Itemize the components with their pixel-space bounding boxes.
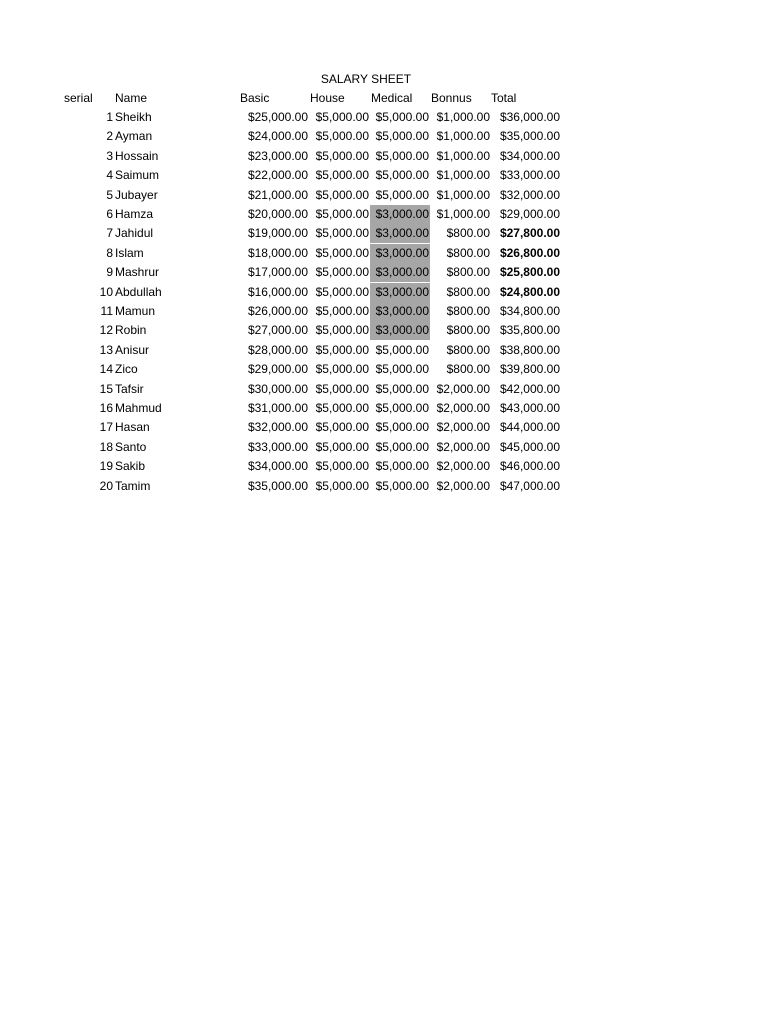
cell-basic: $30,000.00	[247, 381, 308, 396]
cell-medical: $3,000.00	[370, 302, 430, 321]
header-serial: serial	[64, 91, 93, 105]
cell-total: $32,000.00	[499, 187, 560, 202]
cell-serial: 20	[99, 478, 113, 493]
header-medical: Medical	[371, 91, 413, 105]
cell-total: $45,000.00	[499, 439, 560, 454]
cell-basic: $20,000.00	[247, 207, 308, 221]
cell-bonus: $800.00	[446, 265, 490, 280]
cell-name: Mashrur	[115, 265, 160, 280]
cell-serial: 3	[106, 148, 113, 163]
cell-basic: $17,000.00	[247, 265, 308, 280]
cell-medical: $3,000.00	[370, 244, 430, 263]
cell-serial: 9	[106, 265, 113, 280]
cell-name: Saimum	[115, 168, 160, 183]
cell-basic: $24,000.00	[247, 129, 308, 144]
cell-bonus: $800.00	[446, 284, 490, 299]
cell-house: $5,000.00	[315, 284, 369, 299]
cell-medical: $5,000.00	[375, 129, 429, 144]
cell-name: Jubayer	[115, 187, 158, 202]
cell-total: $35,800.00	[499, 323, 560, 338]
cell-house: $5,000.00	[315, 207, 369, 221]
cell-bonus: $800.00	[446, 245, 490, 260]
cell-serial: 4	[106, 168, 113, 183]
cell-name: Sheikh	[115, 110, 152, 124]
cell-medical: $3,000.00	[370, 263, 430, 282]
cell-total: $34,800.00	[499, 304, 560, 318]
cell-total: $44,000.00	[499, 420, 560, 435]
cell-total: $43,000.00	[499, 401, 560, 415]
header-basic: Basic	[240, 91, 270, 105]
cell-medical: $5,000.00	[375, 187, 429, 202]
cell-name: Anisur	[115, 342, 150, 357]
cell-total: $35,000.00	[499, 129, 560, 144]
cell-total: $24,800.00	[499, 284, 560, 299]
cell-total: $38,800.00	[499, 342, 560, 357]
cell-name: Ayman	[115, 129, 153, 144]
cell-house: $5,000.00	[315, 478, 369, 493]
cell-bonus: $2,000.00	[436, 420, 490, 435]
cell-serial: 11	[100, 304, 113, 318]
cell-medical: $3,000.00	[370, 224, 430, 243]
cell-basic: $29,000.00	[247, 362, 308, 377]
cell-total: $36,000.00	[499, 110, 560, 124]
cell-house: $5,000.00	[315, 304, 369, 318]
cell-house: $5,000.00	[315, 420, 369, 435]
cell-name: Zico	[115, 362, 138, 377]
cell-name: Hasan	[115, 420, 150, 435]
cell-medical: $5,000.00	[375, 420, 429, 435]
cell-basic: $35,000.00	[247, 478, 308, 493]
cell-name: Hossain	[115, 148, 159, 163]
cell-medical: $5,000.00	[375, 401, 429, 415]
cell-basic: $23,000.00	[247, 148, 308, 163]
cell-name: Tafsir	[115, 381, 144, 396]
cell-basic: $33,000.00	[247, 439, 308, 454]
cell-bonus: $1,000.00	[436, 207, 490, 221]
cell-name: Islam	[115, 245, 144, 260]
cell-basic: $31,000.00	[247, 401, 308, 415]
cell-basic: $27,000.00	[247, 323, 308, 338]
cell-total: $25,800.00	[499, 265, 560, 280]
cell-bonus: $2,000.00	[436, 478, 490, 493]
cell-bonus: $800.00	[446, 342, 490, 357]
cell-bonus: $800.00	[446, 304, 490, 318]
cell-house: $5,000.00	[315, 110, 369, 124]
cell-house: $5,000.00	[315, 148, 369, 163]
cell-medical: $5,000.00	[375, 168, 429, 183]
cell-medical: $5,000.00	[375, 439, 429, 454]
cell-bonus: $2,000.00	[436, 381, 490, 396]
cell-house: $5,000.00	[315, 439, 369, 454]
header-bonus: Bonnus	[431, 91, 472, 105]
cell-house: $5,000.00	[315, 323, 369, 338]
cell-name: Mahmud	[115, 401, 162, 415]
cell-basic: $19,000.00	[247, 226, 308, 241]
cell-name: Tamim	[115, 478, 151, 493]
cell-house: $5,000.00	[315, 265, 369, 280]
cell-bonus: $800.00	[446, 323, 490, 338]
cell-basic: $22,000.00	[247, 168, 308, 183]
cell-serial: 8	[106, 245, 113, 260]
cell-basic: $32,000.00	[247, 420, 308, 435]
cell-house: $5,000.00	[315, 129, 369, 144]
cell-serial: 5	[106, 187, 113, 202]
cell-name: Jahidul	[115, 226, 154, 241]
cell-serial: 15	[99, 381, 113, 396]
cell-house: $5,000.00	[315, 245, 369, 260]
cell-house: $5,000.00	[315, 401, 369, 415]
cell-total: $27,800.00	[499, 226, 560, 241]
cell-serial: 18	[99, 439, 113, 454]
cell-medical: $5,000.00	[375, 362, 429, 377]
cell-bonus: $1,000.00	[436, 110, 490, 124]
cell-total: $34,000.00	[499, 148, 560, 163]
cell-medical: $3,000.00	[370, 205, 430, 224]
cell-serial: 16	[99, 401, 113, 415]
cell-serial: 19	[99, 459, 113, 474]
cell-basic: $26,000.00	[247, 304, 308, 318]
cell-basic: $16,000.00	[247, 284, 308, 299]
cell-name: Mamun	[115, 304, 156, 318]
cell-total: $26,800.00	[499, 245, 560, 260]
cell-name: Robin	[115, 323, 147, 338]
cell-name: Abdullah	[115, 284, 162, 299]
cell-serial: 7	[106, 226, 113, 241]
cell-house: $5,000.00	[315, 168, 369, 183]
cell-total: $46,000.00	[499, 459, 560, 474]
cell-medical: $5,000.00	[375, 148, 429, 163]
cell-medical: $5,000.00	[375, 478, 429, 493]
cell-serial: 6	[106, 207, 113, 221]
cell-basic: $34,000.00	[247, 459, 308, 474]
cell-house: $5,000.00	[315, 362, 369, 377]
cell-basic: $28,000.00	[247, 342, 308, 357]
cell-house: $5,000.00	[315, 226, 369, 241]
cell-total: $42,000.00	[499, 381, 560, 396]
cell-bonus: $1,000.00	[436, 187, 490, 202]
cell-bonus: $800.00	[446, 226, 490, 241]
cell-house: $5,000.00	[315, 187, 369, 202]
cell-medical: $5,000.00	[375, 110, 429, 124]
cell-medical: $3,000.00	[370, 283, 430, 302]
cell-name: Sakib	[115, 459, 146, 474]
cell-medical: $5,000.00	[375, 381, 429, 396]
cell-house: $5,000.00	[315, 459, 369, 474]
cell-total: $29,000.00	[499, 207, 560, 221]
cell-bonus: $2,000.00	[436, 439, 490, 454]
cell-total: $47,000.00	[499, 478, 560, 493]
cell-bonus: $800.00	[446, 362, 490, 377]
cell-house: $5,000.00	[315, 342, 369, 357]
cell-name: Santo	[115, 439, 147, 454]
cell-total: $33,000.00	[499, 168, 560, 183]
cell-medical: $5,000.00	[375, 459, 429, 474]
cell-serial: 1	[106, 110, 113, 124]
sheet-title: SALARY SHEET	[320, 72, 412, 86]
cell-house: $5,000.00	[315, 381, 369, 396]
cell-total: $39,800.00	[499, 362, 560, 377]
cell-serial: 13	[99, 342, 113, 357]
cell-bonus: $1,000.00	[436, 129, 490, 144]
cell-serial: 17	[99, 420, 113, 435]
cell-serial: 12	[99, 323, 113, 338]
cell-bonus: $2,000.00	[436, 459, 490, 474]
header-house: House	[310, 91, 345, 105]
cell-basic: $18,000.00	[247, 245, 308, 260]
cell-basic: $25,000.00	[247, 110, 308, 124]
cell-name: Hamza	[115, 207, 154, 221]
cell-bonus: $1,000.00	[436, 168, 490, 183]
header-name: Name	[115, 91, 148, 105]
cell-bonus: $2,000.00	[436, 401, 490, 415]
cell-serial: 10	[99, 284, 113, 299]
cell-serial: 14	[99, 362, 113, 377]
cell-basic: $21,000.00	[247, 187, 308, 202]
cell-serial: 2	[106, 129, 113, 144]
cell-bonus: $1,000.00	[436, 148, 490, 163]
cell-medical: $3,000.00	[370, 321, 430, 340]
cell-medical: $5,000.00	[375, 342, 429, 357]
header-total: Total	[491, 91, 517, 105]
